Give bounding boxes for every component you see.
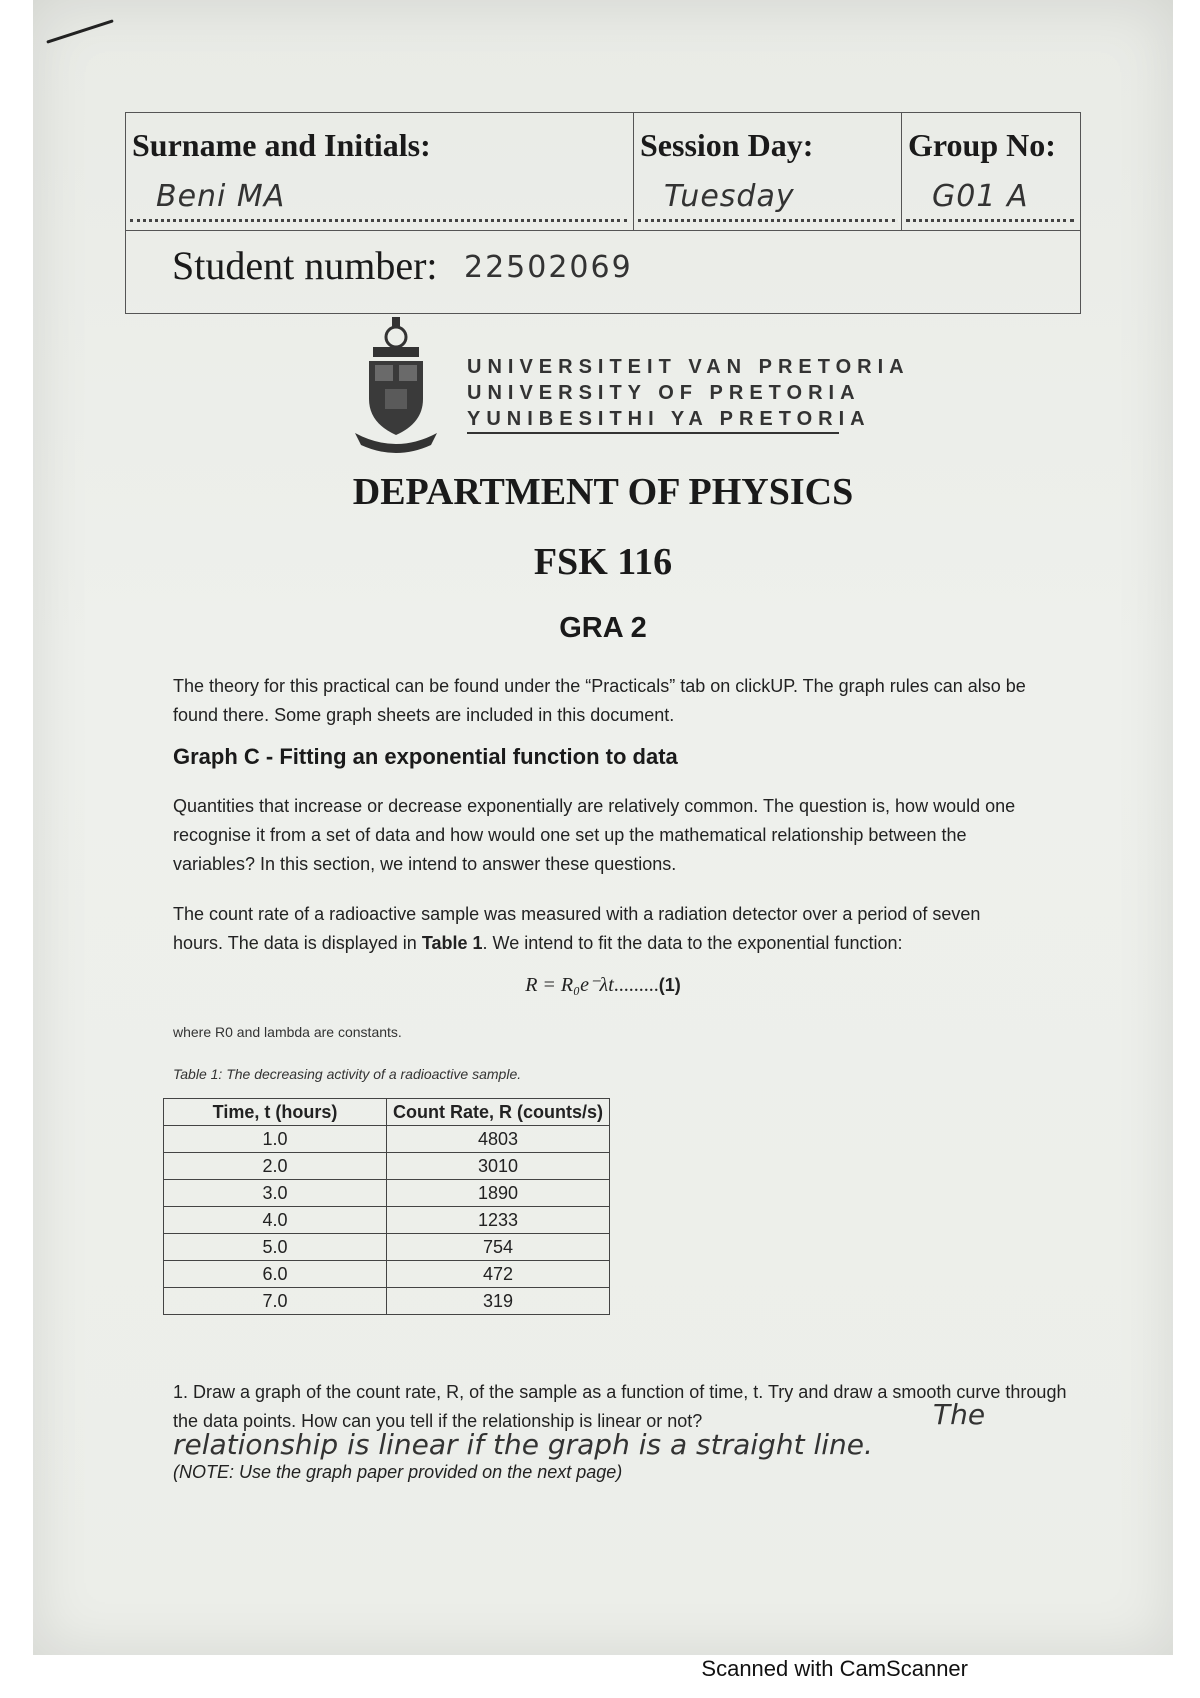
equation-formula: R = R₀e⁻λt	[525, 974, 614, 996]
surname-value: Beni MA	[130, 175, 627, 222]
course-code: FSK 116	[533, 541, 673, 583]
equation-1	[33, 972, 1173, 997]
student-number-value: 22502069	[464, 250, 633, 285]
constants-note: where R0 and lambda are constants.	[173, 1024, 402, 1040]
table-cell-count-rate: 1890	[387, 1180, 610, 1207]
university-crest-icon	[351, 315, 441, 455]
practical-title: GRA 2	[559, 612, 647, 644]
table-cell-time: 5.0	[164, 1234, 387, 1261]
table-header-time: Time, t (hours)	[164, 1099, 387, 1126]
equation-number: (1)	[658, 975, 681, 995]
table-cell-time: 6.0	[164, 1261, 387, 1288]
student-number-label: Student number:	[172, 243, 438, 288]
question-1: 1. Draw a graph of the count rate, R, of the sample as a function of time, t. Try and draw a smooth curve through the data points. How can you tell if the relationship is linear or not?	[173, 1382, 1067, 1431]
session-label: Session Day:	[640, 127, 814, 163]
table-cell-count-rate: 472	[387, 1261, 610, 1288]
paragraph-2	[173, 900, 1033, 958]
surname-cell	[126, 113, 634, 230]
table-cell-count-rate: 319	[387, 1288, 610, 1315]
student-info-row	[126, 113, 1080, 231]
session-cell	[634, 113, 902, 230]
paragraph-2-text-b: . We intend to fit the data to the exponential function:	[482, 933, 903, 953]
university-rule	[467, 432, 839, 434]
university-name	[467, 354, 910, 432]
university-name-sepedi: YUNIBESITHI YA PRETORIA	[467, 408, 871, 430]
table-caption: Table 1: The decreasing activity of a radioactive sample.	[173, 1066, 522, 1082]
table-row	[164, 1234, 610, 1261]
table-cell-time: 4.0	[164, 1207, 387, 1234]
table-row	[164, 1180, 610, 1207]
table-row	[164, 1126, 610, 1153]
table-reference: Table 1	[421, 933, 483, 953]
table-cell-count-rate: 1233	[387, 1207, 610, 1234]
table-row	[164, 1261, 610, 1288]
intro-paragraph: The theory for this practical can be found under the “Practicals” tab on clickUP. The graph rules can also be found there. Some graph sheets are included in this document.	[173, 676, 1026, 725]
table-cell-count-rate: 4803	[387, 1126, 610, 1153]
table-cell-time: 7.0	[164, 1288, 387, 1315]
pen-mark	[46, 19, 114, 43]
data-table	[163, 1098, 610, 1315]
table-header-row	[164, 1099, 610, 1126]
student-number-row	[126, 230, 1080, 313]
group-value: G01 A	[906, 175, 1074, 222]
table-row	[164, 1288, 610, 1315]
university-name-english: UNIVERSITY OF PRETORIA	[467, 382, 861, 404]
table-cell-time: 2.0	[164, 1153, 387, 1180]
paragraph-1: Quantities that increase or decrease exponentially are relatively common. The question is, how would one recognise it from a set of data and how would one set up the mathematical relationship between the variables? In this section, we intend to answer these questions.	[173, 796, 1016, 874]
table-header-count-rate: Count Rate, R (counts/s)	[387, 1099, 610, 1126]
scanner-watermark: Scanned with CamScanner	[701, 1656, 968, 1681]
table-cell-count-rate: 3010	[387, 1153, 610, 1180]
table-cell-time: 3.0	[164, 1180, 387, 1207]
surname-label: Surname and Initials:	[132, 127, 431, 163]
university-name-afrikaans: UNIVERSITEIT VAN PRETORIA	[467, 356, 910, 378]
table-cell-time: 1.0	[164, 1126, 387, 1153]
handwritten-answer: The relationship is linear if the graph is a straight line.	[173, 1398, 986, 1461]
table-row	[164, 1153, 610, 1180]
section-title: Graph C - Fitting an exponential function to data	[173, 744, 678, 769]
equation-dots: .........	[613, 974, 659, 996]
table-row	[164, 1207, 610, 1234]
student-info-box	[125, 112, 1081, 314]
paragraph-2-text-a: The count rate of a radioactive sample was measured with a radiation detector over a period of seven hours. The data is displayed in	[173, 904, 981, 953]
session-value: Tuesday	[638, 175, 895, 222]
department-title: DEPARTMENT OF PHYSICS	[352, 471, 854, 513]
scanned-page	[33, 0, 1173, 1655]
group-label: Group No:	[908, 127, 1056, 163]
table-cell-count-rate: 754	[387, 1234, 610, 1261]
graph-paper-note: (NOTE: Use the graph paper provided on the next page)	[173, 1462, 623, 1482]
group-cell	[902, 113, 1080, 230]
